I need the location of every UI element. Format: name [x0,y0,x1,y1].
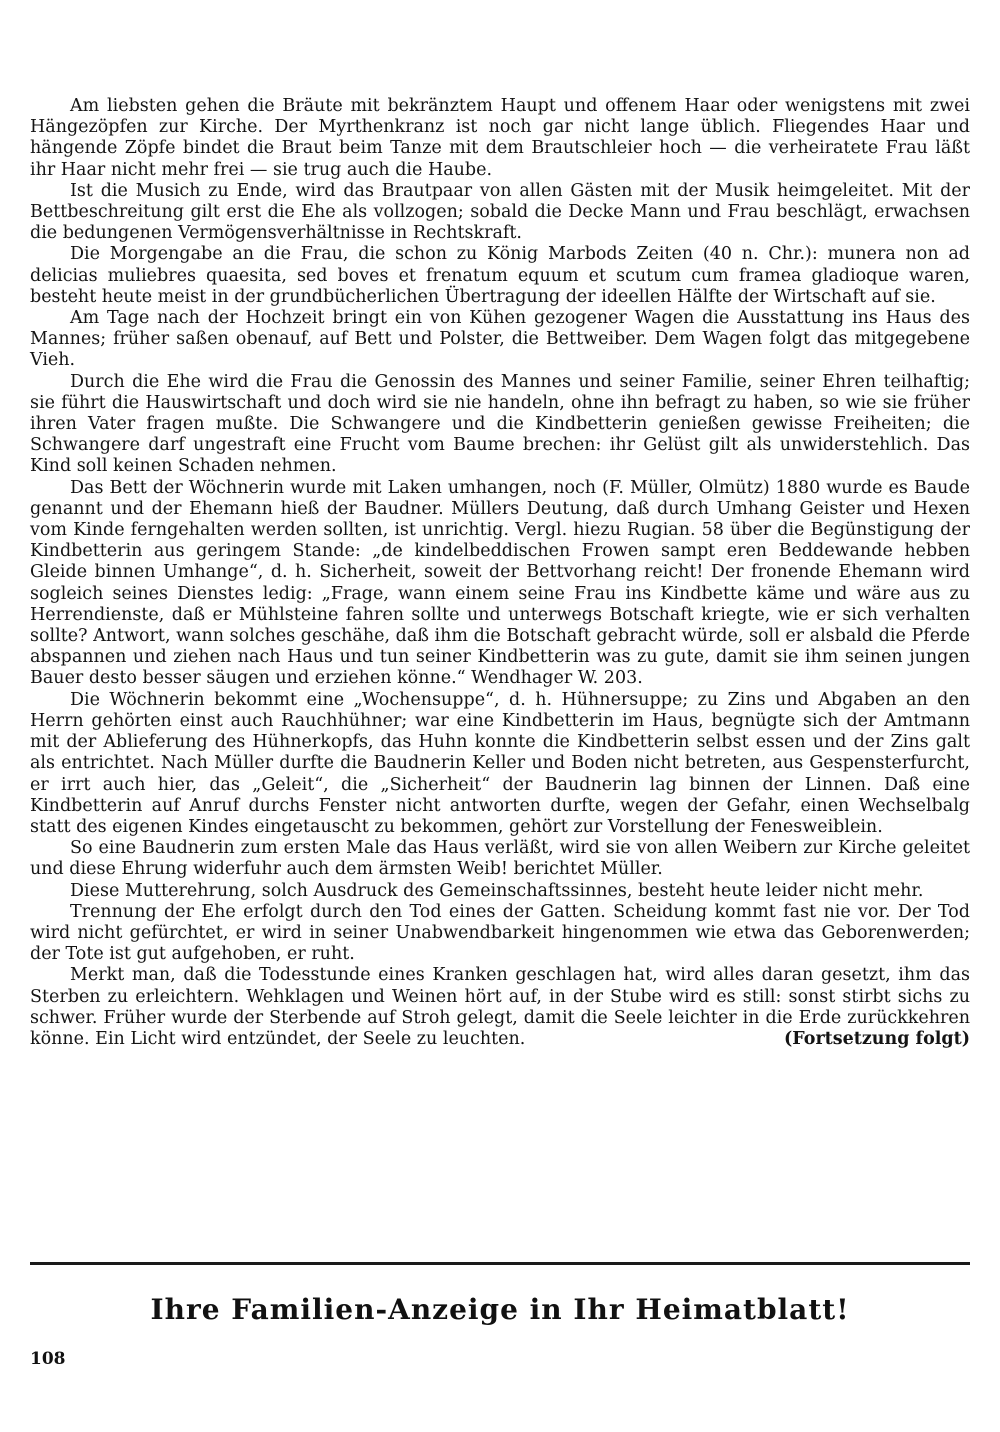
advertisement-headline: Ihre Familien-Anzeige in Ihr Heimatblatt! [150,1293,850,1326]
paragraph-9: Diese Mutterehrung, solch Ausdruck des Gemeinschaftssinnes, besteht heute leider nicht mehr. [70,880,924,901]
page-number: 108 [30,1349,66,1369]
paragraph-6: Das Bett der Wöchnerin wurde mit Laken umhangen, noch (F. Müller, Olmütz) 1880 wurde es Baude genannt und der Ehemann hieß der Baudner. Müllers Deutung, daß durch Umhang Geister und Hexen vom Kinde ferngehalten werden sollten, ist unrichtig. Vergl. hiezu Rugian. 58 über die Begünstigung der Kindbetterin aus geringem Stande: „de kindelbeddischen Frowen sampt eren Beddewande hebben Gleide binnen Umhange“, d. h. Sicherheit, soweit der Bettvorhang reicht! Der fronende Ehemann wird sogleich seines Dienstes ledig: „Frage, wann einem seine Frau ins Kindbette käme und wäre aus zu Herrendienste, daß er Mühlsteine fahren sollte und unterwegs Botschaft kriegte, wie er sich verhalten sollte? Antwort, wann solches geschähe, daß ihm die Botschaft gebracht würde, soll er alsbald die Pferde abspannen und ziehen nach Haus und tun seiner Kindbetterin was zu gute, damit sie ihm seinen jungen Bauer desto besser säugen und erziehen könne.“ Wendhager W. 203. [30,477,970,689]
paragraph-11: Merkt man, daß die Todesstunde eines Kranken geschlagen hat, wird alles daran gesetzt, ihm das Sterben zu erleichtern. Wehklagen und Weinen hört auf, in der Stube wird es still: sonst stirbt sichs zu schwer. Früher wurde der Sterbende auf Stroh gelegt, damit die Seele leichter in die Erde zurückkehren könne. Ein Licht wird entzündet, der Seele zu leuchten. [30,965,970,1049]
divider-rule [30,1262,970,1265]
paragraph-3: Die Morgengabe an die Frau, die schon zu König Marbods Zeiten (40 n. Chr.): munera non ad delicias muliebres quaesita, sed boves et frenatum equum et scutum cum framea gladioque waren, besteht heute meist in der grundbücherlichen Übertragung der ideellen Hälfte der Wirtschaft auf sie. [30,244,970,307]
continued-note: (Fortsetzung folgt) [784,1028,970,1049]
article-text [30,96,970,1050]
paragraph-1: Am liebsten gehen die Bräute mit bekränztem Haupt und offenem Haar oder wenigstens mit zwei Hängezöpfen zur Kirche. Der Myrthenkranz ist noch gar nicht lange üblich. Fliegendes Haar und hängende Zöpfe bindet die Braut beim Tanze mit dem Brautschleier hoch — die verheiratete Frau läßt ihr Haar nicht mehr frei — sie trug auch die Haube. [30,96,970,180]
paragraph-7: Die Wöchnerin bekommt eine „Wochensuppe“, d. h. Hühnersuppe; zu Zins und Abgaben an den Herrn gehörten einst auch Rauchhühner; war eine Kindbetterin im Haus, begnügte sich der Amtmann mit der Ablieferung des Hühnerkopfs, das Huhn konnte die Kindbetterin selbst essen und der Zins galt als entrichtet. Nach Müller durfte die Baudnerin Keller und Boden nicht betreten, aus Gespensterfurcht, er irrt auch hier, das „Geleit“, die „Sicherheit“ der Baudnerin lag binnen der Linnen. Daß eine Kindbetterin auf Anruf durchs Fenster nicht antworten durfte, wegen der Gefahr, einen Wechselbalg statt des eigenen Kindes eingetauscht zu bekommen, gehört zur Vorstellung der Fenesweiblein. [30,689,970,837]
paragraph-5: Durch die Ehe wird die Frau die Genossin des Mannes und seiner Familie, seiner Ehren teilhaftig; sie führt die Hauswirtschaft und doch wird sie nie handeln, ohne ihn befragt zu haben, so wie sie früher ihren Vater fragen mußte. Die Schwangere und die Kindbetterin genießen gewisse Freiheiten; die Schwangere darf ungestraft eine Frucht vom Baume brechen: ihr Gelüst gilt als unwiderstehlich. Das Kind soll keinen Schaden nehmen. [30,371,970,477]
paragraph-2: Ist die Musich zu Ende, wird das Brautpaar von allen Gästen mit der Musik heimgeleitet. Mit der Bettbeschreitung gilt erst die Ehe als vollzogen; sobald die Decke Mann und Frau beschlägt, erwachsen die bedungenen Vermögensverhältnisse in Rechtskraft. [30,180,970,244]
paragraph-8: So eine Baudnerin zum ersten Male das Haus verläßt, wird sie von allen Weibern zur Kirche geleitet und diese Ehrung widerfuhr auch dem ärmsten Weib! berichtet Müller. [30,838,970,880]
paragraph-4: Am Tage nach der Hochzeit bringt ein von Kühen gezogener Wagen die Ausstattung ins Haus des Mannes; früher saßen obenauf, auf Bett und Polster, die Bettweiber. Dem Wagen folgt das mitgegebene Vieh. [30,308,970,371]
page-body [30,96,970,1050]
paragraph-10: Trennung der Ehe erfolgt durch den Tod eines der Gatten. Scheidung kommt fast nie vor. Der Tod wird nicht gefürchtet, er wird in seiner Unabwendbarkeit hingenommen wie etwa das Geborenwerden; der Tote ist gut aufgehoben, er ruht. [30,901,970,965]
